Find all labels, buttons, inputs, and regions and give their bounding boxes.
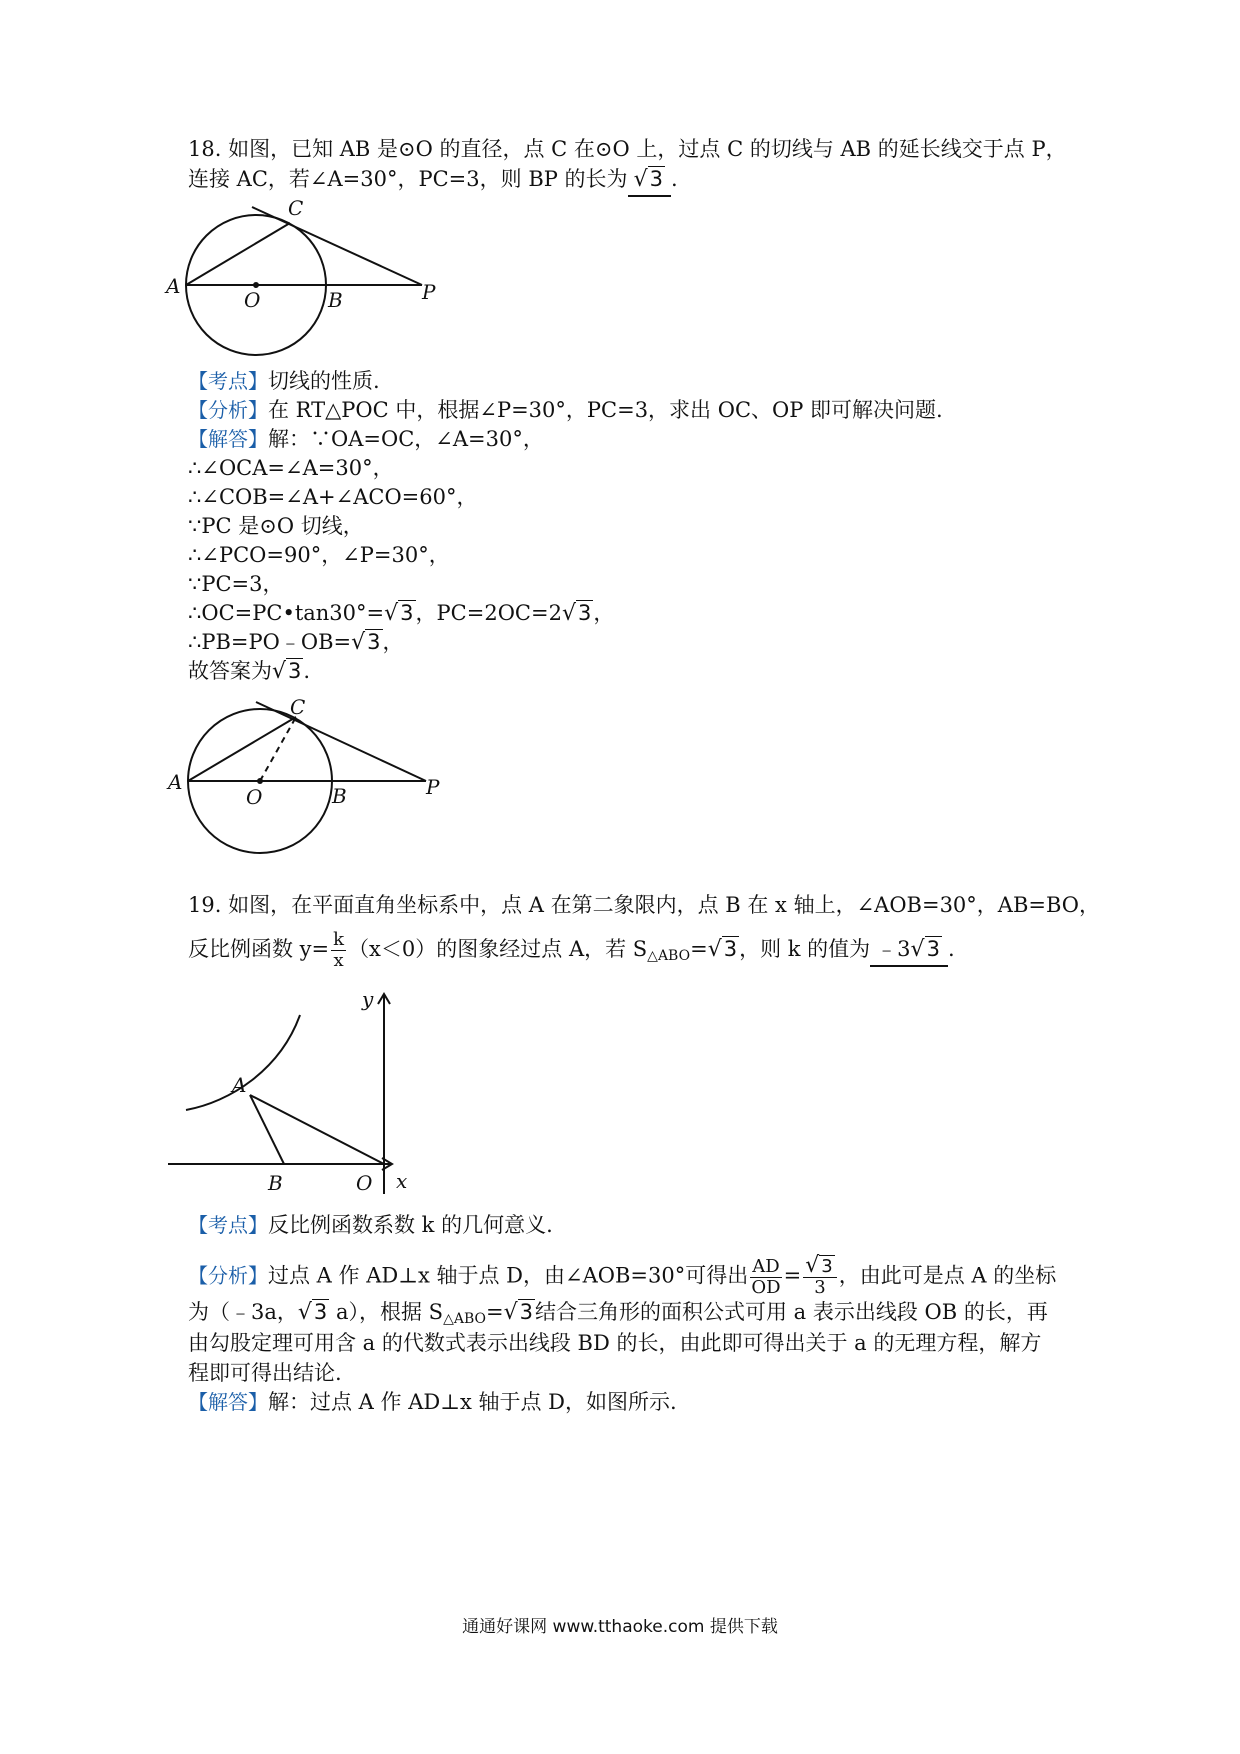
fraction-ad-over-od: $\frac{AD}{OD}$	[751, 1255, 781, 1298]
q18-sol-line5: ∴∠PCO=90°，∠P=30°，	[188, 543, 450, 567]
q19-stem-line1: 19. 如图，在平面直角坐标系中，点 A 在第二象限内，点 B 在 x 轴上，∠AOB=30°，AB=BO，	[188, 893, 1101, 917]
q18-sol-line4: ∵PC 是⊙O 切线，	[188, 514, 364, 538]
q19-fenxi-line2: 为（﹣3a，√3 a），根据 $S_{\triangle ABO}=√3$结合三角形的面积公式可用 a 表示出线段 OB 的长，再	[188, 1297, 1048, 1334]
q18-sol-line3: ∴∠COB=∠A+∠ACO=60°，	[188, 485, 478, 509]
q19-kaodian: 【考点】反比例函数系数 k 的几何意义.	[188, 1213, 553, 1237]
q18-sol-line2: ∴∠OCA=∠A=30°，	[188, 456, 394, 480]
label-P: P	[422, 280, 436, 304]
sqrt-symbol: √3	[272, 659, 302, 684]
page-footer: 通通好课网 www.tthaoke.com 提供下载	[462, 1617, 778, 1637]
sqrt-symbol: √3	[910, 937, 940, 962]
q19-figure	[160, 980, 420, 1200]
sqrt-symbol: √3	[384, 601, 414, 626]
q18-sol-line8: ∴PB=PO﹣OB=√3，	[188, 627, 404, 658]
q18-sol-line7: ∴OC=PC•tan30°=√3，PC=2OC=2√3，	[188, 598, 614, 629]
q18-fenxi: 【分析】在 RT△POC 中，根据∠P=30°，PC=3，求出 OC、OP 即可解决问题.	[188, 398, 943, 422]
q18-kaodian: 【考点】切线的性质.	[188, 369, 380, 393]
q18-figure	[160, 195, 460, 365]
q18-stem-line1: 18. 如图，已知 AB 是⊙O 的直径，点 C 在⊙O 上，过点 C 的切线与 AB 的延长线交于点 P，	[188, 137, 1067, 161]
label-A: A	[166, 274, 181, 298]
sqrt-symbol: √3	[633, 167, 663, 192]
fraction-k-over-x: $\frac{k}{x}$	[333, 929, 345, 971]
label-O: O	[356, 1171, 373, 1195]
sqrt-symbol: √3	[561, 601, 592, 626]
sqrt-symbol: √3	[351, 630, 381, 655]
sqrt-symbol: √3	[707, 937, 738, 962]
q19-answer-blank: ﹣3√3	[870, 934, 948, 967]
label-x: x	[396, 1169, 408, 1193]
sqrt-symbol: √3	[297, 1300, 328, 1325]
q18-sol-line9: 故答案为√3.	[188, 656, 310, 687]
label-O: O	[244, 288, 261, 312]
q18-solution-figure	[160, 690, 460, 860]
label-A: A	[232, 1073, 247, 1097]
fraction-sqrt3-over-3: $\frac{√ 3}{3}$	[803, 1256, 836, 1298]
label-A: A	[168, 770, 183, 794]
q19-stem-line2: 反比例函数 y= $\frac{k}{x}$ （x＜0）的图象经过点 A，若 $S_{\triangle ABO}=√3$，则 k 的值为 ﹣3√3 .	[188, 929, 955, 971]
label-C: C	[288, 196, 304, 220]
q18-jieda: 【解答】解：∵OA=OC，∠A=30°，	[188, 427, 544, 451]
sqrt-symbol: √ 3	[805, 1253, 833, 1278]
label-B: B	[332, 784, 347, 808]
label-y: y	[362, 987, 374, 1011]
q18-answer-blank	[628, 164, 671, 197]
q19-fenxi-line1: 【分析】过点 A 作 AD⊥x 轴于点 D，由∠AOB=30°可得出 $\frac{AD}{OD}$ = $\frac{√ 3}{3}$ ，由此可是点 A 的坐标	[188, 1253, 1057, 1298]
q18-stem-line2: 连接 AC，若∠A=30°，PC=3，则 BP 的长为 √3 .	[188, 164, 678, 197]
q19-jieda: 【解答】解：过点 A 作 AD⊥x 轴于点 D，如图所示.	[188, 1390, 677, 1414]
label-B: B	[328, 288, 343, 312]
label-O: O	[246, 785, 263, 809]
label-C: C	[290, 695, 306, 719]
label-B: B	[268, 1171, 283, 1195]
label-P: P	[426, 775, 440, 799]
q19-fenxi-line4: 程即可得出结论.	[188, 1361, 342, 1385]
sqrt-symbol: √3	[503, 1300, 533, 1325]
q19-fenxi-line3: 由勾股定理可用含 a 的代数式表示出线段 BD 的长，由此即可得出关于 a 的无理方程，解方	[188, 1331, 1042, 1355]
q18-sol-line6: ∵PC=3，	[188, 572, 284, 596]
